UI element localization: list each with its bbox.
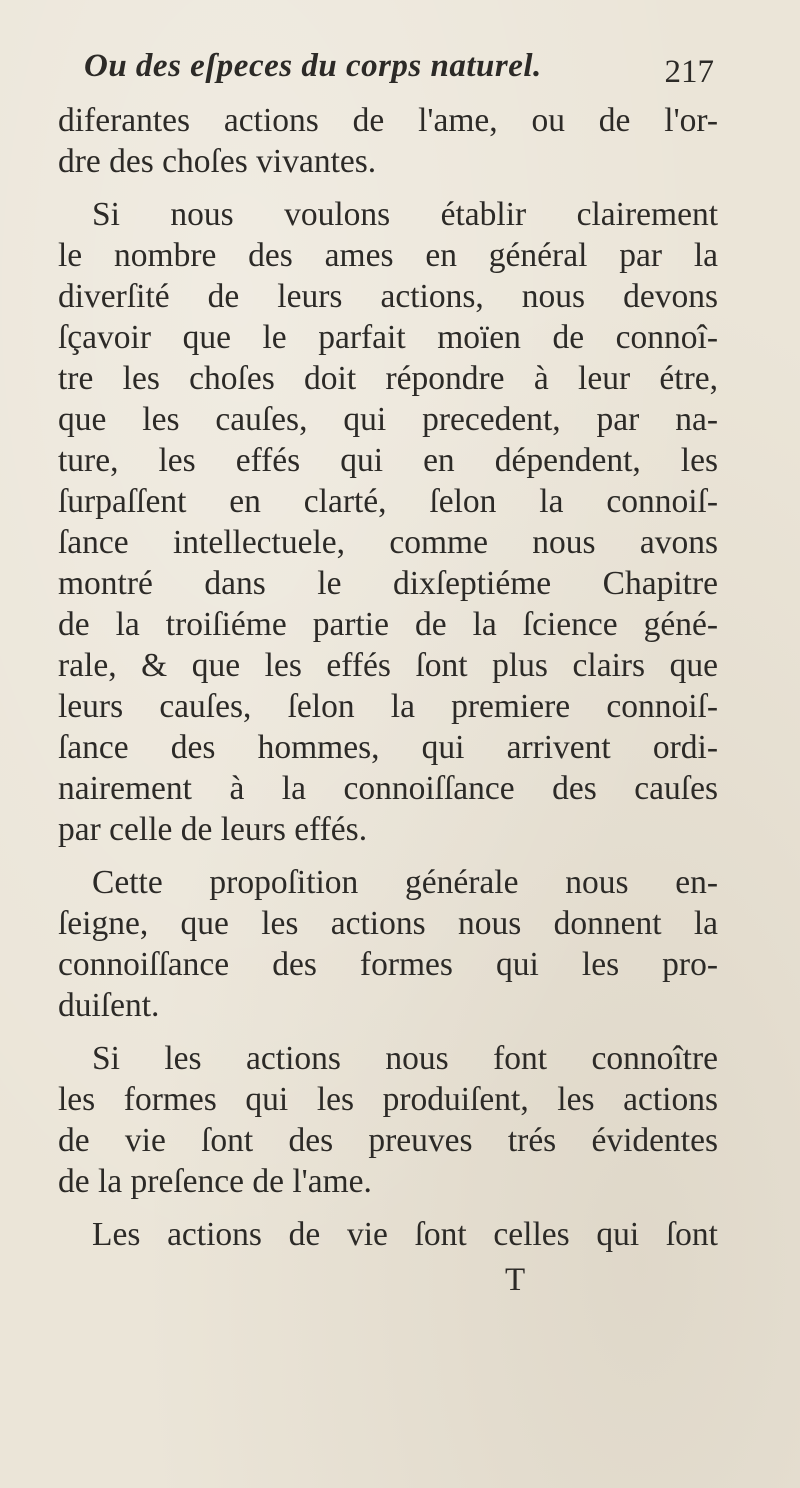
text-line: dre des choſes vivantes. <box>58 143 377 180</box>
text-line: ſeigne, que les actions nous donnent la <box>58 905 718 942</box>
paragraph-first-line: Les actions de vie ſont celles qui ſont <box>92 1216 718 1253</box>
body-text <box>58 100 718 1255</box>
text-line: montré dans le dixſeptiéme Chapitre <box>58 565 718 602</box>
text-line: leurs cauſes, ſelon la premiere connoiſ- <box>58 688 718 725</box>
text-line: ture, les effés qui en dépendent, les <box>58 442 718 479</box>
page-header <box>84 40 714 100</box>
text-line: ſance des hommes, qui arrivent ordi- <box>58 729 718 766</box>
paragraph-first-line: Si nous voulons établir clairement <box>92 196 718 233</box>
text-line: de la troiſiéme partie de la ſcience géné- <box>58 606 718 643</box>
paragraph-first-line: Si les actions nous font connoître <box>92 1040 718 1077</box>
text-line: par celle de leurs effés. <box>58 811 368 848</box>
text-line: nairement à la connoiſſance des cauſes <box>58 770 718 807</box>
text-line: duiſent. <box>58 987 160 1024</box>
text-line: de vie ſont des preuves trés évidentes <box>58 1122 718 1159</box>
running-title: Ou des eſpeces du corps naturel. <box>84 48 542 84</box>
text-line: diferantes actions de l'ame, ou de l'or- <box>58 102 718 139</box>
text-line: ſance intellectuele, comme nous avons <box>58 524 718 561</box>
text-line: connoiſſance des formes qui les pro- <box>58 946 718 983</box>
text-line: ſçavoir que le parfait moïen de connoî- <box>58 319 718 356</box>
text-line: tre les choſes doit répondre à leur étre, <box>58 360 718 397</box>
paragraph-first-line: Cette propoſition générale nous en- <box>92 864 718 901</box>
page-number: 217 <box>664 54 714 90</box>
text-line: que les cauſes, qui precedent, par na- <box>58 401 718 438</box>
text-line: ſurpaſſent en clarté, ſelon la connoiſ- <box>58 483 718 520</box>
text-line: les formes qui les produiſent, les actions <box>58 1081 718 1118</box>
text-line: de la preſence de l'ame. <box>58 1163 372 1200</box>
text-line: diverſité de leurs actions, nous devons <box>58 278 718 315</box>
text-line: le nombre des ames en général par la <box>58 237 718 274</box>
text-line: rale, & que les effés ſont plus clairs que <box>58 647 718 684</box>
catchword: T <box>505 1262 526 1298</box>
